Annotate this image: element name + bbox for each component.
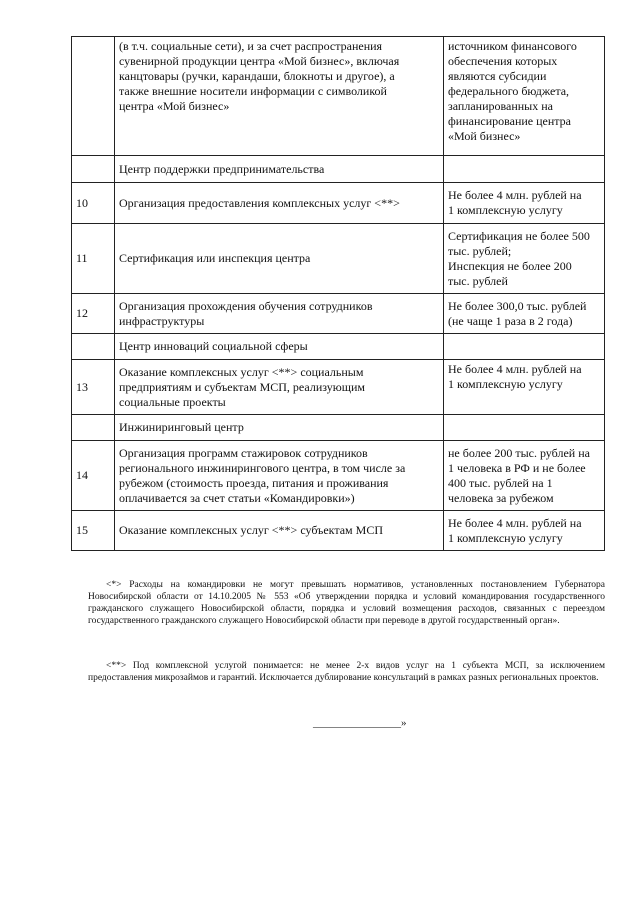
section-title: Центр инноваций социальной сферы — [115, 334, 444, 360]
row-description-cell: Организация прохождения обучения сотрудников инфраструктуры — [115, 294, 444, 334]
table-row — [72, 360, 605, 415]
section-row — [72, 156, 605, 183]
row-number: 15 — [72, 511, 115, 551]
row-value-cell: Не более 4 млн. рублей на 1 комплексную услугу — [444, 360, 605, 415]
footnote-complex-service: <**> Под комплексной услугой понимается: не менее 2-х видов услуг на 1 субъекта МСП, за исключением предоставления микрозаймов и гарантий. Исключается дублирование консультаций в рамках разных региональных проектов. — [88, 661, 605, 683]
row-value-cell: источником финансового обеспечения которых являются субсидии федерального бюджета, запланированных на финансирование центра «Мой бизнес» — [444, 37, 605, 156]
section-title: Инжиниринговый центр — [115, 415, 444, 441]
table-row — [72, 441, 605, 511]
table-row — [72, 183, 605, 224]
document-end-mark: ________________» — [313, 717, 407, 729]
row-value-cell: не более 200 тыс. рублей на 1 человека в РФ и не более 400 тыс. рублей на 1 человека за рубежом — [444, 441, 605, 511]
row-value-cell: Не более 4 млн. рублей на 1 комплексную услугу — [444, 183, 605, 224]
row-description-cell: Сертификация или инспекция центра — [115, 224, 444, 294]
row-number: 12 — [72, 294, 115, 334]
row-value-cell: Не более 4 млн. рублей на 1 комплексную услугу — [444, 511, 605, 551]
section-row — [72, 415, 605, 441]
row-description-cell: (в т.ч. социальные сети), и за счет распространения сувенирной продукции центра «Мой бизнес», включая канцтовары (ручки, карандаши, блокноты и другое), а также внешние носители информации с символикой центра «Мой бизнес» — [115, 37, 444, 156]
row-number: 14 — [72, 441, 115, 511]
row-description-cell: Оказание комплексных услуг <**> субъектам МСП — [115, 511, 444, 551]
row-value-cell: Не более 300,0 тыс. рублей (не чаще 1 раза в 2 года) — [444, 294, 605, 334]
table-row — [72, 511, 605, 551]
table-row — [72, 37, 605, 156]
section-title: Центр поддержки предпринимательства — [115, 156, 444, 183]
row-number: 13 — [72, 360, 115, 415]
row-description-cell: Организация программ стажировок сотрудников регионального инжинирингового центра, в том числе за рубежом (стоимость проезда, питания и проживания оплачивается за счет статьи «Командировки») — [115, 441, 444, 511]
row-number: 10 — [72, 183, 115, 224]
row-value-cell: Сертификация не более 500 тыс. рублей; Инспекция не более 200 тыс. рублей — [444, 224, 605, 294]
expense-norms-table — [71, 36, 605, 551]
row-description-cell: Оказание комплексных услуг <**> социальным предприятиям и субъектам МСП, реализующим социальные проекты — [115, 360, 444, 415]
row-description-cell: Организация предоставления комплексных услуг <**> — [115, 183, 444, 224]
section-row — [72, 334, 605, 360]
table-row — [72, 224, 605, 294]
footnote-business-trips: <*> Расходы на командировки не могут превышать нормативов, установленных постановлением Губернатора Новосибирской области от 14.10.2005 № 553 «Об утверждении порядка и условий командирования государственного гражданского служащего Новосибирской области, порядка и условий возмещения расходов, связанных с переездом государственного гражданского служащего Новосибирской области при переводе в другой государственный орган». — [88, 580, 605, 626]
row-number: 11 — [72, 224, 115, 294]
row-number-cell — [72, 37, 115, 156]
table-row — [72, 294, 605, 334]
